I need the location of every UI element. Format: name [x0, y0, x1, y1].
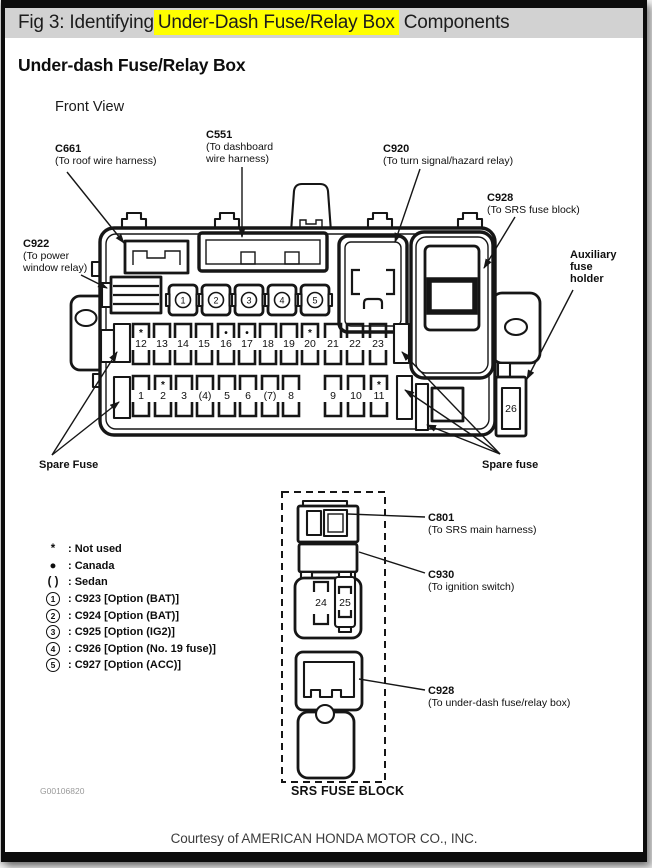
fuse-number: 23 [372, 338, 384, 350]
figure-title-highlight: Under-Dash Fuse/Relay Box [154, 10, 399, 35]
option-connector-3 [232, 285, 266, 315]
option-connector-5 [298, 285, 332, 315]
fuse-number: 14 [177, 338, 189, 350]
c930-code: C930 [428, 569, 455, 581]
fuse-number: 20 [304, 338, 316, 350]
c928-top-desc: (To SRS fuse block) [487, 204, 580, 216]
connector-circle-number: 4 [279, 295, 285, 306]
c930-desc: (To ignition switch) [428, 581, 515, 593]
c661-code: C661 [55, 143, 82, 155]
c801-leader [348, 514, 425, 517]
c661-leader [67, 172, 124, 243]
c801-code: C801 [428, 512, 455, 524]
legend-symbol-glyph: ( ) [47, 576, 59, 589]
legend-label: : C927 [Option (ACC)] [68, 659, 182, 672]
c928-block-band [429, 280, 475, 312]
fuse-mark: • [224, 328, 228, 339]
graphic-code: G00106820 [40, 786, 85, 796]
fuse-number: 11 [373, 390, 385, 402]
c930-leader [359, 552, 425, 573]
connector-tab [329, 294, 333, 306]
c928-bottom-connector [304, 662, 354, 697]
numbered-connectors [166, 285, 332, 315]
option-connector-1 [166, 285, 200, 315]
fuse-number: 17 [241, 338, 253, 350]
connector-circle-number: 2 [213, 295, 219, 306]
fuse-box-diagram [5, 8, 643, 852]
diagram-heading: Under-dash Fuse/Relay Box [18, 55, 246, 75]
connector-circle-number: 3 [246, 295, 252, 306]
fuse-25-number: 25 [339, 597, 351, 609]
fuse-number: 8 [288, 390, 294, 402]
c922-code: C922 [23, 238, 50, 250]
c920-code: C920 [383, 143, 410, 155]
right-mount-hole [505, 319, 527, 335]
fuse-number: 21 [327, 338, 339, 350]
figure-title-prefix: Fig 3: Identifying [18, 12, 154, 33]
c920-relay [339, 236, 407, 332]
c551-desc: wire harness) [206, 153, 270, 165]
fuse-mark: * [139, 328, 143, 339]
fuse-number: 6 [245, 390, 251, 402]
fuse-number: 9 [330, 390, 336, 402]
spare-fuse-right-label: Spare fuse [482, 459, 539, 471]
legend-label: : Not used [68, 543, 122, 556]
fuse-number: 22 [349, 338, 361, 350]
fuse-number: (4) [198, 390, 212, 402]
legend-circled-number: 4 [46, 642, 60, 656]
c922-desc: window relay) [23, 262, 88, 274]
legend-circled-number: 3 [46, 625, 60, 639]
srs-block-label: SRS FUSE BLOCK [291, 784, 405, 798]
main-fuse-box [71, 184, 540, 436]
legend-label: : C924 [Option (BAT)] [68, 609, 180, 622]
legend-label: : C923 [Option (BAT)] [68, 593, 180, 606]
spare-fuse-slot [114, 324, 130, 362]
legend-label: : Canada [68, 559, 115, 572]
aux-holder-label: Auxiliary [570, 249, 617, 261]
fuse-number: 19 [283, 338, 295, 350]
fuse-24-number: 24 [315, 597, 327, 609]
c928-top-code: C928 [487, 192, 514, 204]
c551-code: C551 [206, 129, 233, 141]
c551-connector [199, 233, 327, 271]
figure-title-suffix: Components [403, 12, 510, 33]
fuse-number: 5 [224, 390, 230, 402]
legend-symbol-glyph: * [50, 543, 56, 556]
connector-tab [265, 294, 269, 306]
spare-fuse-left-label: Spare Fuse [39, 459, 99, 471]
aux-holder-label: fuse [570, 261, 593, 273]
legend-circled-number: 1 [46, 592, 60, 606]
fuse-number: 13 [156, 338, 168, 350]
c928-bottom-code: C928 [428, 685, 455, 697]
c920-desc: (To turn signal/hazard relay) [383, 155, 514, 167]
aux-fuse-26-number: 26 [505, 403, 517, 415]
legend-circled-number: 2 [46, 609, 60, 623]
fuse-mark: • [245, 328, 249, 339]
fuse-number: 12 [135, 338, 147, 350]
legend-label: : C926 [Option (No. 19 fuse)] [68, 642, 216, 655]
aux-fuse-holder-tab [498, 363, 510, 377]
c801-desc: (To SRS main harness) [428, 524, 537, 536]
c661-connector [125, 241, 188, 273]
fuse-number: 10 [350, 390, 362, 402]
option-connector-2 [199, 285, 233, 315]
connector-tab [232, 294, 236, 306]
c928-bottom-leader [359, 679, 425, 690]
c661-desc: (To roof wire harness) [55, 155, 157, 167]
connector-tab [199, 294, 203, 306]
c928-bottom-hole [316, 705, 334, 723]
spare-fuse-slot [416, 384, 428, 430]
relay-socket-square [432, 388, 463, 421]
fuse-mark: * [161, 380, 165, 391]
fuse-mark: * [308, 328, 312, 339]
fuse-number: 1 [138, 390, 144, 402]
legend-symbol-glyph: ● [49, 559, 57, 572]
fuse-number: 18 [262, 338, 274, 350]
c930-housing [299, 544, 357, 572]
connector-tab [166, 294, 170, 306]
c801-window [307, 511, 321, 535]
option-connector-4 [265, 285, 299, 315]
courtesy-footer: Courtesy of AMERICAN HONDA MOTOR CO., INC. [170, 831, 478, 846]
fuse-number: 2 [160, 390, 166, 402]
legend-label: : Sedan [68, 576, 108, 589]
spare-fuse-slot [397, 376, 412, 419]
spare-fuse-slot [114, 377, 130, 418]
srs-fuse-block [282, 492, 385, 782]
c922-desc: (To power [23, 250, 70, 262]
top-mount-tower [291, 184, 331, 232]
left-mount-hole [76, 310, 97, 326]
fuse-number: 3 [181, 390, 187, 402]
fuse-diagram-page [1, 0, 647, 862]
connector-circle-number: 5 [312, 295, 318, 306]
c928-bottom-desc: (To under-dash fuse/relay box) [428, 697, 571, 709]
fuse-number: 16 [220, 338, 232, 350]
legend-circled-number: 5 [46, 658, 60, 672]
c551-desc: (To dashboard [206, 141, 274, 153]
front-view-label: Front View [55, 99, 125, 115]
legend-label: : C925 [Option (IG2)] [68, 626, 175, 639]
aux-holder-label: holder [570, 273, 604, 285]
fuse-mark: * [377, 380, 381, 391]
connector-tab [298, 294, 302, 306]
fuse-number: 15 [198, 338, 210, 350]
fuse-number: (7) [263, 390, 277, 402]
connector-circle-number: 1 [180, 295, 186, 306]
left-edge-connector [101, 330, 114, 362]
